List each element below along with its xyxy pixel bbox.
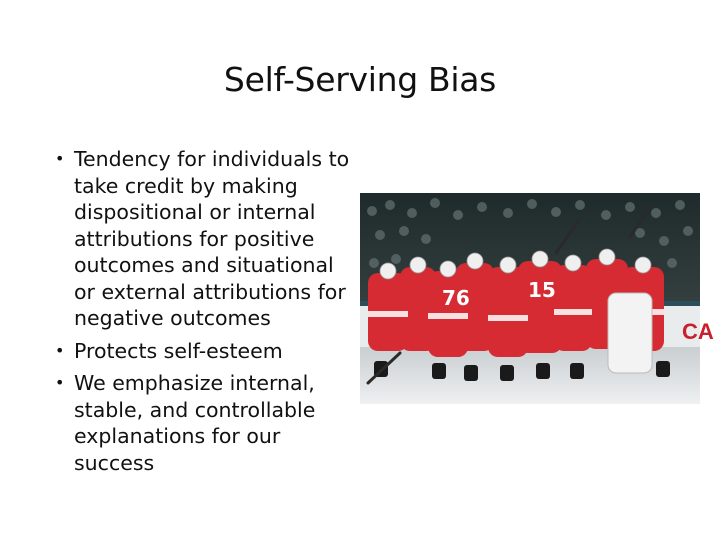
- bullet-icon: •: [55, 340, 65, 360]
- bullet-item: [52, 338, 352, 365]
- board-text: CA: [682, 319, 714, 344]
- bullet-text: We emphasize internal, stable, and controllable explanations for our success: [74, 371, 316, 475]
- slide-title: Self-Serving Bias: [223, 60, 497, 100]
- jersey-number: 15: [528, 278, 556, 302]
- bullet-item: [52, 146, 352, 332]
- bullet-icon: •: [55, 373, 65, 392]
- jersey-number: 76: [442, 286, 470, 310]
- bullet-icon: •: [55, 149, 65, 168]
- bullet-text: Tendency for individuals to take credit by making dispositional or internal attributions for positive outcomes and situational or external attributions for negative outcomes: [74, 147, 350, 330]
- bullet-item: [52, 370, 352, 476]
- bullet-text: Protects self-esteem: [74, 338, 283, 363]
- bullet-list: [52, 146, 352, 482]
- hockey-team-celebration-photo: [360, 193, 714, 404]
